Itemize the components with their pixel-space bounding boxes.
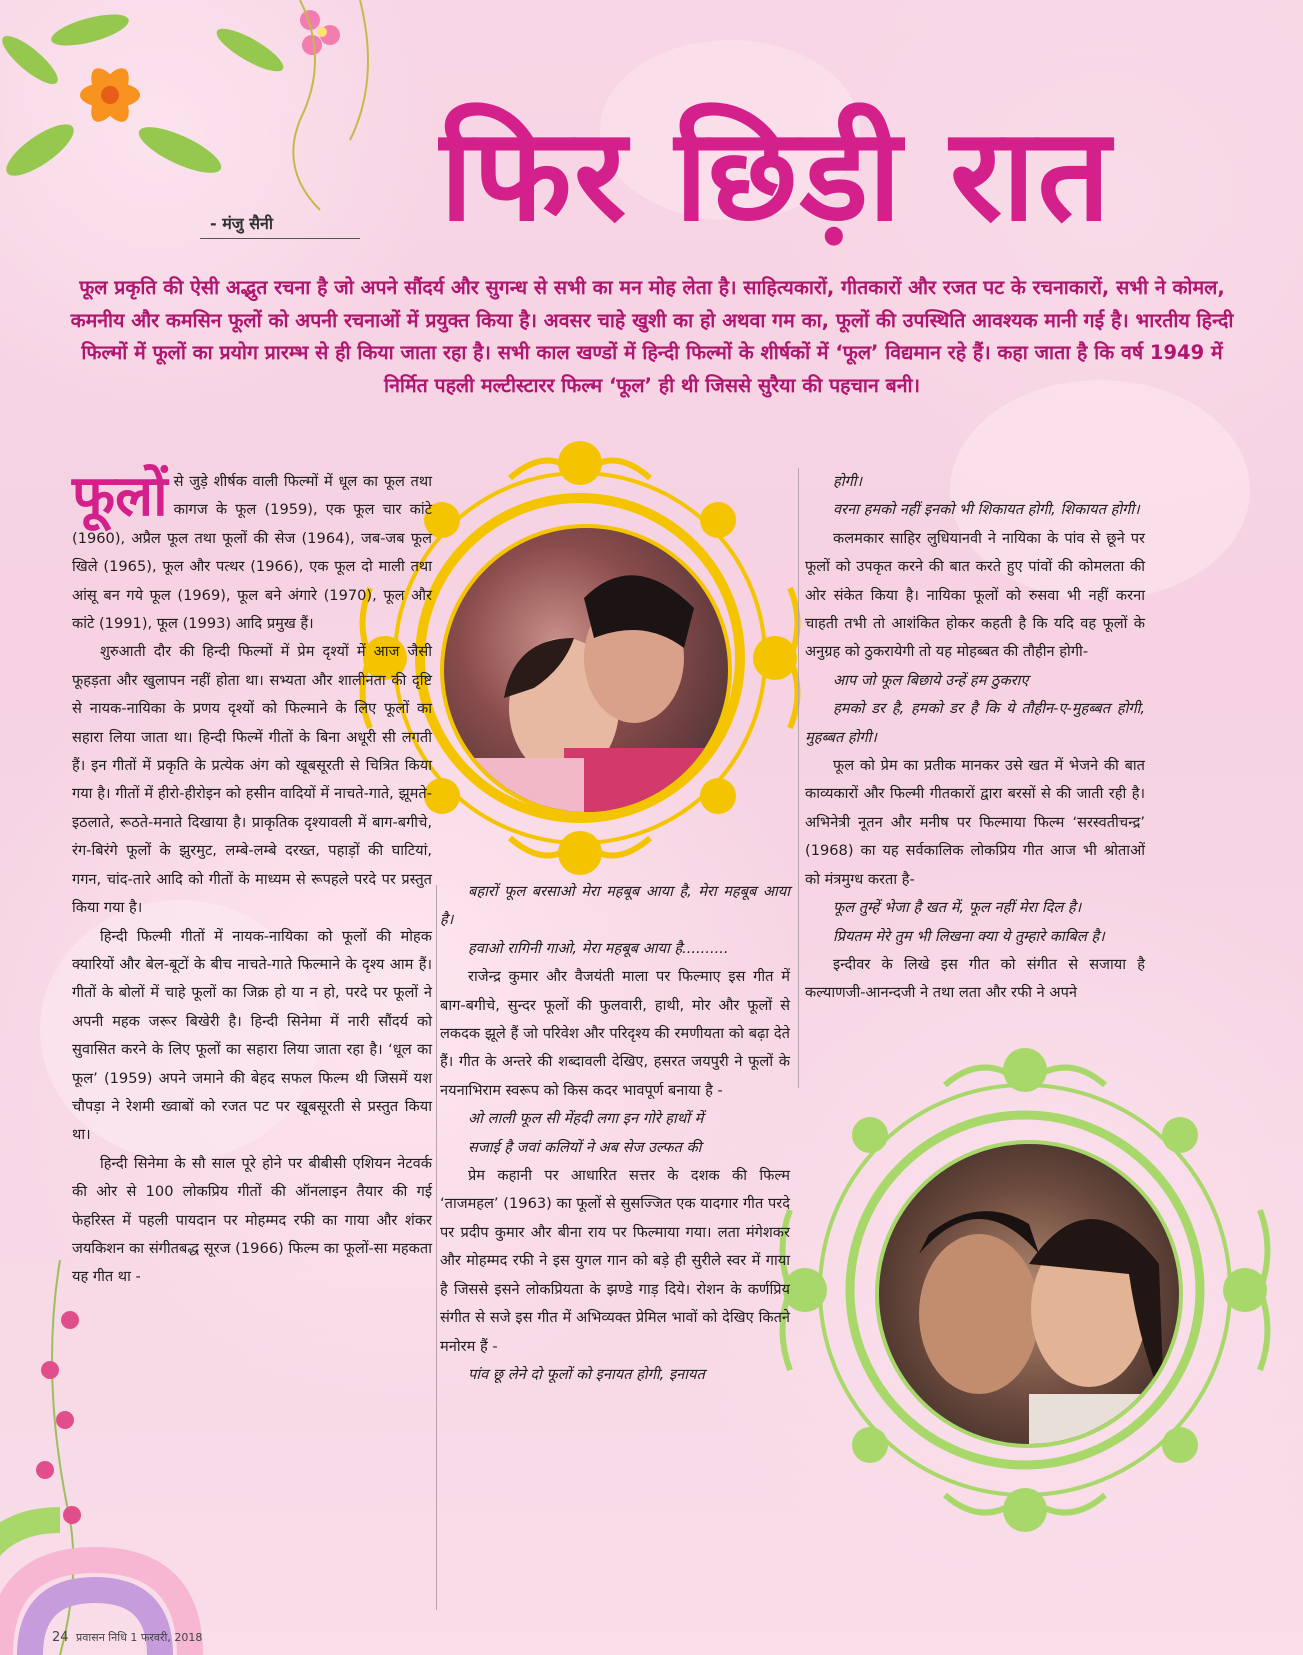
col1-paragraph-3: हिन्दी फिल्मी गीतों में नायक-नायिका को फूलों की मोहक क्यारियों और बेल-बूटों के बीच नाचते-गाते फिल्माने के दृश्य आम हैं। गीतों के बोलों में चाहे फूलों का जिक्र हो या न हो, परदे पर फूलों ने अपनी महक जरूर बिखेरी है। हिन्दी सिनेमा में नारी सौंदर्य को सुवासित करने के लिए फूलों का सहारा लिया जाता रहा है। ‘धूल का फूल’ (1959) अपने जमाने की बेहद सफल फिल्म थी जिसमें यश चौपड़ा ने रेशमी ख्वाबों को रजत पट पर खूबसूरती से प्रस्तुत किया था। <box>72 927 432 1144</box>
magazine-name: प्रवासन निधि <box>76 1631 127 1644</box>
col3-paragraph-1: कलमकार साहिर लुधियानवी ने नायिका के पांव से छूने पर फूलों को उपकृत करने की बात करते हुए पांवों की कोमलता की ओर संकेत किया है। नायिका फूलों को रुसवा भी नहीं करना चाहती तभी तो आशंकित होकर कहती है कि यदि वह फूलों के अनुग्रह को ठुकरायेगी तो यह मोहब्बत की तौहीन होगी- <box>805 529 1145 661</box>
song-line: आप जो फूल बिछाये उन्हें हम ठुकराए <box>833 671 1029 689</box>
song-line: हवाओ रागिनी गाओ, मेरा महबूब आया है.......... <box>468 939 729 957</box>
column-divider <box>798 468 799 1088</box>
movie-still-photo-1 <box>440 524 732 816</box>
col1-paragraph-2: शुरुआती दौर की हिन्दी फिल्मों में प्रेम दृश्यों में आज जैसी फूहड़ता और खुलापन नहीं होता था। सभ्यता और शालीनता की दृष्टि से नायक-नायिका के प्रणय दृश्यों को फिल्माने के लिए फूलों का सहारा लिया जाता था। हिन्दी फिल्में गीतों के बिना अधूरी सी लगती हैं। इन गीतों में प्रकृति के प्रत्येक अंग को खूबसूरती से चित्रित किया गया है। गीतों में हीरो-हीरोइन को हसीन वादियों में नाचते-गाते, झूमते-इठलाते, रूठते-मनाते दिखाया है। प्राकृतिक दृश्यावली में बाग-बगीचे, रंग-बिरंगे फूलों के झुरमुट, लम्बे-लम्बे दरख्त, पहाड़ों की घाटियां, गगन, चांद-तारे आदि को गीतों के माध्यम से रूपहले परदे पर प्रस्तुत किया गया है। <box>72 643 432 917</box>
page-number: 24 <box>52 1630 69 1645</box>
song-line: ओ लाली फूल सी मेंहदी लगा इन गोरे हाथों में <box>468 1110 704 1128</box>
col3-paragraph-3: इन्दीवर के लिखे इस गीत को संगीत से सजाया है कल्याणजी-आनन्दजी ने तथा लता और रफी ने अपने <box>805 955 1145 1002</box>
col2-paragraph-1: राजेन्द्र कुमार और वैजयंती माला पर फिल्माए इस गीत में बाग-बगीचे, सुन्दर फूलों की फुलवारी, हाथी, मोर और फूलों से लकदक झूले हैं जो परिवेश और परिदृश्य की रमणीयता को बढ़ा देते हैं। गीत के अन्तरे की शब्दावली देखिए, हसरत जयपुरी ने फूलों के नयनाभिराम स्वरूप को किस कदर भावपूर्ण बनाया है - <box>440 968 790 1099</box>
song-line: फूल तुम्हें भेजा है खत में, फूल नहीं मेरा दिल है। <box>833 899 1082 917</box>
song-line: वरना हमको नहीं इनको भी शिकायत होगी, शिकायत होगी। <box>833 501 1140 519</box>
col1-paragraph-4: हिन्दी सिनेमा के सौ साल पूरे होने पर बीबीसी एशियन नेटवर्क की ओर से 100 लोकप्रिय गीतों की ऑनलाइन तैयार की गई फेहरिस्त में पहली पायदान पर मोहम्मद रफी का गाया और शंकर जयकिशन का संगीतबद्ध सूरज (1966) फिल्म का फूलों-सा महकता यह गीत था - <box>72 1154 432 1286</box>
column-middle <box>440 878 790 1389</box>
issue-date: 1 फरवरी, 2018 <box>130 1631 203 1644</box>
song-line: हमको डर है, हमको डर है कि ये तौहीन-ए-मुहब्बत होगी, मुहब्बत होगी। <box>805 700 1145 746</box>
column-left <box>72 463 432 1292</box>
movie-still-photo-2 <box>875 1140 1183 1448</box>
song-line: प्रियतम मेरे तुम भी लिखना क्या ये तुम्हारे काबिल है। <box>833 927 1105 945</box>
author-byline: - मंजु सैनी <box>210 214 274 233</box>
song-line: पांव छू लेने दो फूलों को इनायत होगी, इनायत <box>468 1365 705 1383</box>
song-line: बहारों फूल बरसाओ मेरा महबूब आया है, मेरा महबूब आया है। <box>440 883 790 929</box>
byline-divider <box>200 238 360 239</box>
drop-cap: फूलों <box>72 463 168 529</box>
column-right <box>805 468 1145 1008</box>
page-footer <box>52 1630 202 1645</box>
corner-flower-decoration-icon <box>0 1260 240 1655</box>
col2-paragraph-2: प्रेम कहानी पर आधारित सत्तर के दशक की फिल्म ‘ताजमहल’ (1963) का फूलों से सुसज्जित एक यादगार गीत परदे पर प्रदीप कुमार और बीना राय पर फिल्माया गया। लता मंगेशकर और मोहम्मद रफी ने इस युगल गान को बड़े ही सुरीले स्वर में गाया है जिससे इसने लोकप्रियता के झण्डे गाड़ दिये। रोशन के कर्णप्रिय संगीत से सजे इस गीत में अभिव्यक्त प्रेमिल भावों को देखिए कितने मनोरम हैं - <box>440 1167 790 1355</box>
flower-decoration-icon <box>0 0 400 230</box>
song-line: सजाई है जवां कलियों ने अब सेज उल्फत की <box>468 1138 702 1156</box>
col3-paragraph-2: फूल को प्रेम का प्रतीक मानकर उसे खत में भेजने की बात काव्यकारों और फिल्मी गीतकारों द्वारा बरसों से की जाती रही है। अभिनेत्री नूतन और मनीष पर फिल्माया फिल्म ‘सरस्वतीचन्द्र’ (1968) का यह सर्वकालिक लोकप्रिय गीत आज भी श्रोताओं को मंत्रमुग्ध करता है- <box>805 757 1145 888</box>
song-line: होगी। <box>833 473 863 490</box>
intro-paragraph: फूल प्रकृति की ऐसी अद्भुत रचना है जो अपने सौंदर्य और सुगन्ध से सभी का मन मोह लेता है। साहित्यकारों, गीतकारों और रजत पट के रचनाकारों, सभी ने कोमल, कमनीय और कमसिन फूलों को अपनी रचनाओं में प्रयुक्त किया है। अवसर चाहे खुशी का हो अथवा गम का, फूलों की उपस्थिति आवश्यक मानी गई है। भारतीय हिन्दी फिल्मों में फूलों का प्रयोग प्रारम्भ से ही किया जाता रहा है। सभी काल खण्डों में हिन्दी फिल्मों के शीर्षकों में ‘फूल’ विद्यमान रहे हैं। कहा जाता है कि वर्ष 1949 में निर्मित पहली मल्टीस्टारर फिल्म ‘फूल’ ही थी जिससे सुरैया की पहचान बनी। <box>70 276 1234 397</box>
col1-paragraph-1: से जुड़े शीर्षक वाली फिल्मों में धूल का फूल तथा कागज के फूल (1959), एक फूल चार कांटे (1960), अप्रैल फूल तथा फूलों की सेज (1964), जब-जब फूल खिले (1965), फूल और पत्थर (1966), एक फूल दो माली तथा आंसू बन गये फूल (1969), फूल बने अंगारे (1970), फूल और कांटे (1991), फूल (1993) आदि प्रमुख हैं। <box>72 473 432 633</box>
page-title: फिर छिड़ी रात <box>440 100 1113 250</box>
column-divider <box>436 885 437 1610</box>
